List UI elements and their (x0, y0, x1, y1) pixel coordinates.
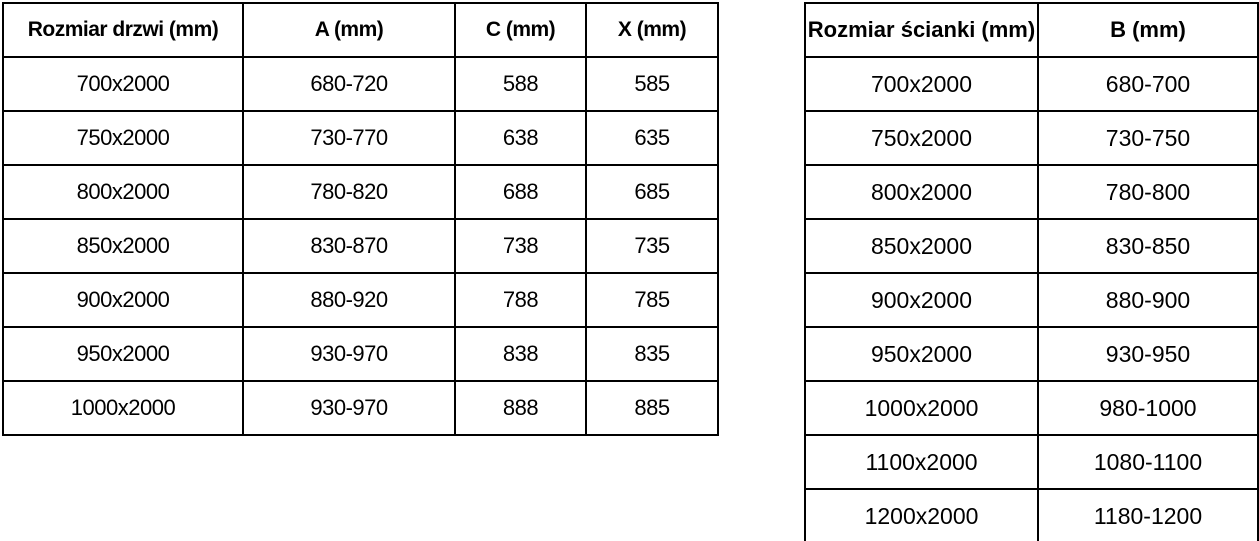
table-cell: 930-970 (243, 381, 455, 435)
table-cell: 585 (586, 57, 718, 111)
wall-table-body (805, 57, 1258, 541)
table-row (3, 273, 718, 327)
table-cell: 1000x2000 (805, 381, 1038, 435)
header-row (3, 3, 718, 57)
table-row (3, 381, 718, 435)
column-header: A (mm) (243, 3, 455, 57)
table-cell: 730-770 (243, 111, 455, 165)
table-row (805, 327, 1258, 381)
table-cell: 700x2000 (805, 57, 1038, 111)
column-header: Rozmiar drzwi (mm) (3, 3, 243, 57)
door-table-body (3, 57, 718, 435)
table-row (3, 219, 718, 273)
table-row (3, 57, 718, 111)
table-cell: 830-850 (1038, 219, 1258, 273)
table-cell: 950x2000 (805, 327, 1038, 381)
table-row (805, 57, 1258, 111)
table-cell: 1000x2000 (3, 381, 243, 435)
table-cell: 800x2000 (3, 165, 243, 219)
table-cell: 850x2000 (805, 219, 1038, 273)
table-cell: 980-1000 (1038, 381, 1258, 435)
column-header: B (mm) (1038, 3, 1258, 57)
table-cell: 688 (455, 165, 586, 219)
table-cell: 635 (586, 111, 718, 165)
table-cell: 800x2000 (805, 165, 1038, 219)
table-cell: 588 (455, 57, 586, 111)
door-table-head (3, 3, 718, 57)
table-cell: 930-950 (1038, 327, 1258, 381)
table-row (805, 381, 1258, 435)
table-cell: 638 (455, 111, 586, 165)
door-dimensions-table (2, 2, 719, 436)
table-cell: 1180-1200 (1038, 489, 1258, 541)
table-cell: 750x2000 (3, 111, 243, 165)
table-cell: 730-750 (1038, 111, 1258, 165)
table-row (3, 327, 718, 381)
wall-table-head (805, 3, 1258, 57)
table-row (805, 489, 1258, 541)
table-row (805, 165, 1258, 219)
table-row (805, 219, 1258, 273)
table-cell: 780-820 (243, 165, 455, 219)
table-cell: 830-870 (243, 219, 455, 273)
table-cell: 788 (455, 273, 586, 327)
table-cell: 900x2000 (3, 273, 243, 327)
table-cell: 785 (586, 273, 718, 327)
table-row (805, 111, 1258, 165)
table-cell: 930-970 (243, 327, 455, 381)
table-cell: 880-900 (1038, 273, 1258, 327)
table-cell: 700x2000 (3, 57, 243, 111)
table-cell: 838 (455, 327, 586, 381)
table-cell: 1080-1100 (1038, 435, 1258, 489)
table-cell: 885 (586, 381, 718, 435)
table-cell: 880-920 (243, 273, 455, 327)
table-cell: 780-800 (1038, 165, 1258, 219)
table-cell: 680-720 (243, 57, 455, 111)
table-cell: 685 (586, 165, 718, 219)
table-row (805, 435, 1258, 489)
table-row (805, 273, 1258, 327)
column-header: C (mm) (455, 3, 586, 57)
table-cell: 1100x2000 (805, 435, 1038, 489)
table-cell: 750x2000 (805, 111, 1038, 165)
column-header: Rozmiar ścianki (mm) (805, 3, 1038, 57)
column-header: X (mm) (586, 3, 718, 57)
table-cell: 735 (586, 219, 718, 273)
table-cell: 738 (455, 219, 586, 273)
table-cell: 680-700 (1038, 57, 1258, 111)
table-cell: 950x2000 (3, 327, 243, 381)
table-cell: 850x2000 (3, 219, 243, 273)
table-cell: 835 (586, 327, 718, 381)
table-row (3, 111, 718, 165)
table-row (3, 165, 718, 219)
table-cell: 1200x2000 (805, 489, 1038, 541)
table-cell: 888 (455, 381, 586, 435)
wall-panel-dimensions-table (804, 2, 1259, 541)
table-cell: 900x2000 (805, 273, 1038, 327)
header-row (805, 3, 1258, 57)
